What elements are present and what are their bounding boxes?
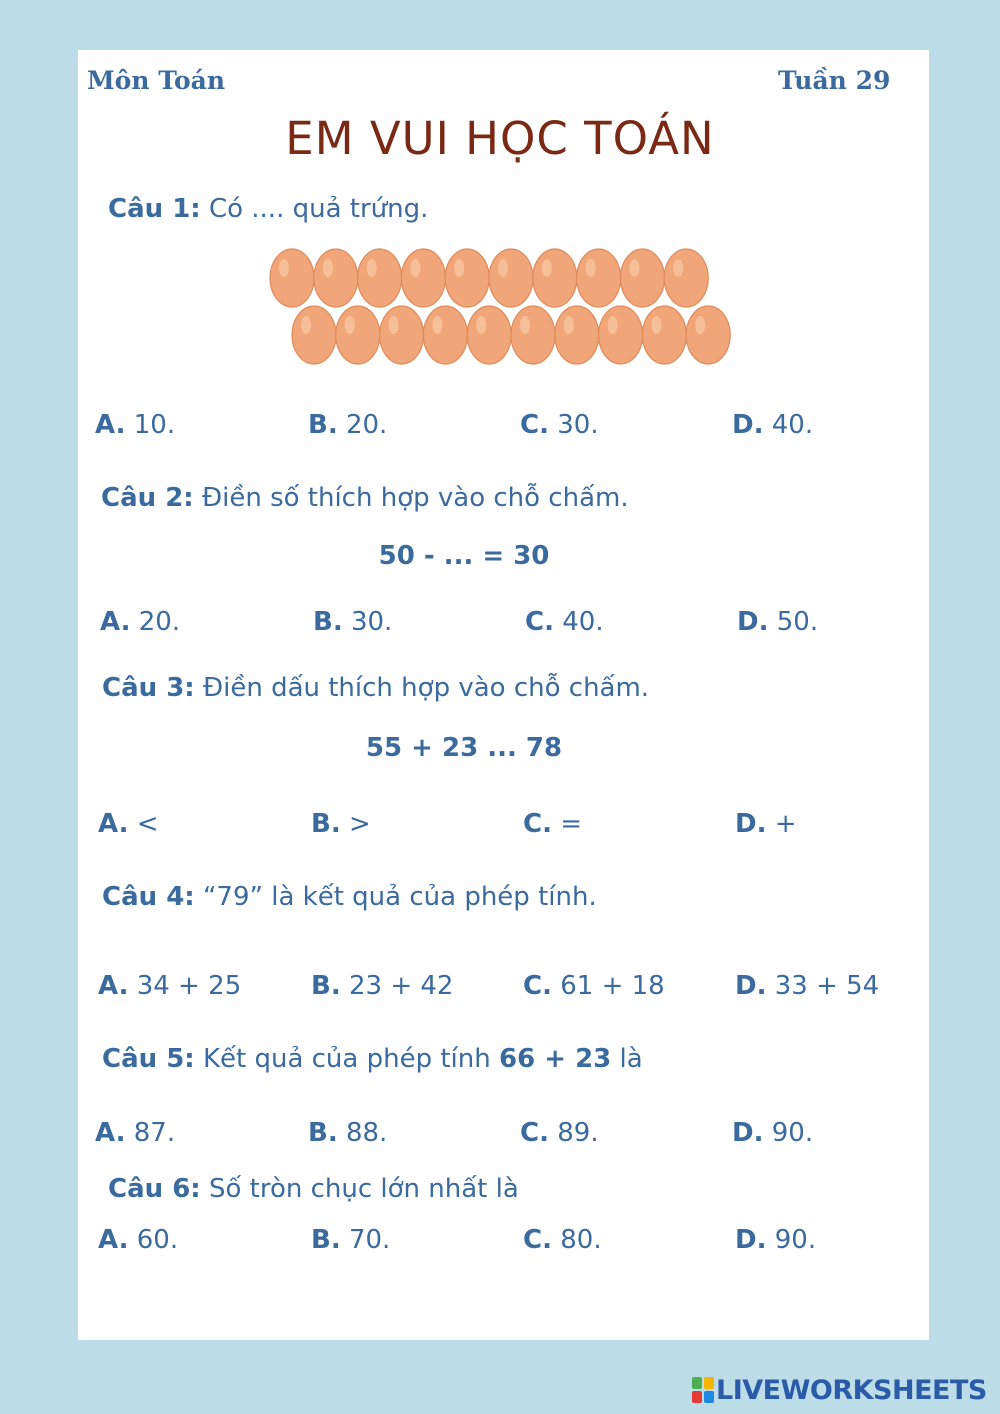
egg-highlight (542, 259, 552, 277)
question-3-text: Điền dấu thích hợp vào chỗ chấm. (194, 673, 650, 703)
option-letter: A. (100, 607, 131, 637)
question-5-label: Câu 5: (102, 1044, 195, 1074)
egg (467, 306, 511, 364)
egg (358, 249, 402, 307)
question-5-expression: 66 + 23 (499, 1044, 612, 1074)
q2-option-b[interactable] (313, 607, 392, 637)
egg-highlight (367, 259, 377, 277)
egg-highlight (695, 316, 705, 334)
egg (664, 249, 708, 307)
q2-option-c[interactable] (525, 607, 604, 637)
option-letter: C. (520, 410, 549, 440)
egg (489, 249, 533, 307)
egg (445, 249, 489, 307)
egg (270, 249, 314, 307)
option-text: > (340, 809, 371, 839)
egg (620, 249, 664, 307)
egg (314, 249, 358, 307)
option-text: 33 + 54 (766, 971, 880, 1001)
q6-option-c[interactable] (523, 1225, 602, 1255)
egg-highlight (279, 259, 289, 277)
option-text: 40. (553, 607, 604, 637)
option-text: 70. (340, 1225, 391, 1255)
question-4-text: “79” là kết quả của phép tính. (194, 882, 597, 912)
egg-highlight (520, 316, 530, 334)
egg-highlight (410, 259, 420, 277)
option-letter: C. (525, 607, 554, 637)
liveworksheets-logo-icon (692, 1377, 714, 1403)
egg-highlight (323, 259, 333, 277)
subject-label: Môn Toán (87, 66, 226, 95)
option-letter: B. (308, 1118, 338, 1148)
q5-option-d[interactable] (732, 1118, 813, 1148)
option-letter: D. (732, 1118, 764, 1148)
egg (380, 306, 424, 364)
question-3 (102, 673, 649, 703)
egg (511, 306, 555, 364)
question-4 (102, 882, 597, 912)
egg (423, 306, 467, 364)
q6-option-b[interactable] (311, 1225, 390, 1255)
egg (642, 306, 686, 364)
question-5 (102, 1044, 643, 1074)
option-letter: C. (523, 971, 552, 1001)
q1-option-b[interactable] (308, 410, 387, 440)
question-1-label: Câu 1: (108, 194, 201, 224)
q2-option-d[interactable] (737, 607, 818, 637)
question-2-label: Câu 2: (101, 483, 194, 513)
liveworksheets-logo[interactable] (692, 1374, 987, 1406)
option-text: 30. (342, 607, 393, 637)
option-text: 10. (125, 410, 176, 440)
egg-highlight (629, 259, 639, 277)
q4-option-d[interactable] (735, 971, 879, 1001)
egg-highlight (389, 316, 399, 334)
option-text: 88. (337, 1118, 388, 1148)
question-5-text-end: là (611, 1044, 643, 1074)
option-letter: B. (308, 410, 338, 440)
option-letter: C. (523, 809, 552, 839)
question-2-expression: 50 - ... = 30 (378, 541, 550, 571)
q3-option-a[interactable] (98, 809, 159, 839)
q5-option-c[interactable] (520, 1118, 599, 1148)
q6-option-a[interactable] (98, 1225, 178, 1255)
option-text: < (128, 809, 159, 839)
egg (577, 249, 621, 307)
egg-highlight (586, 259, 596, 277)
question-4-label: Câu 4: (102, 882, 195, 912)
question-2-text: Điền số thích hợp vào chỗ chấm. (193, 483, 629, 513)
option-text: 89. (548, 1118, 599, 1148)
option-text: 50. (768, 607, 819, 637)
brand-text: LIVEWORKSHEETS (716, 1374, 987, 1406)
option-text: 80. (551, 1225, 602, 1255)
option-letter: B. (313, 607, 343, 637)
question-3-expression: 55 + 23 ... 78 (365, 733, 563, 763)
q6-option-d[interactable] (735, 1225, 816, 1255)
option-text: + (766, 809, 797, 839)
option-text: 60. (128, 1225, 179, 1255)
egg (599, 306, 643, 364)
egg-highlight (432, 316, 442, 334)
option-text: 90. (766, 1225, 817, 1255)
week-label: Tuần 29 (778, 66, 891, 95)
egg-highlight (454, 259, 464, 277)
option-letter: D. (735, 1225, 767, 1255)
egg (401, 249, 445, 307)
egg-highlight (608, 316, 618, 334)
option-text: 34 + 25 (128, 971, 242, 1001)
option-letter: D. (735, 971, 767, 1001)
q1-option-c[interactable] (520, 410, 599, 440)
egg-highlight (345, 316, 355, 334)
option-letter: D. (735, 809, 767, 839)
question-2 (101, 483, 629, 513)
q3-option-b[interactable] (311, 809, 371, 839)
option-letter: C. (523, 1225, 552, 1255)
q3-option-c[interactable] (523, 809, 582, 839)
option-text: = (551, 809, 583, 839)
question-1-text: Có .... quả trứng. (200, 194, 429, 224)
q5-option-a[interactable] (95, 1118, 175, 1148)
egg (292, 306, 336, 364)
q1-option-d[interactable] (732, 410, 813, 440)
q4-option-a[interactable] (98, 971, 241, 1001)
option-text: 20. (130, 607, 181, 637)
option-text: 20. (337, 410, 388, 440)
question-6 (108, 1174, 519, 1204)
option-letter: B. (311, 971, 341, 1001)
q3-option-d[interactable] (735, 809, 797, 839)
egg (533, 249, 577, 307)
option-text: 61 + 18 (551, 971, 665, 1001)
option-letter: A. (98, 971, 129, 1001)
q4-option-b[interactable] (311, 971, 453, 1001)
option-letter: A. (95, 1118, 126, 1148)
egg-highlight (673, 259, 683, 277)
option-letter: D. (737, 607, 769, 637)
question-6-text: Số tròn chục lớn nhất là (200, 1174, 519, 1204)
question-5-text: Kết quả của phép tính (194, 1044, 499, 1074)
question-3-label: Câu 3: (102, 673, 195, 703)
option-letter: B. (311, 1225, 341, 1255)
option-letter: A. (98, 809, 129, 839)
q5-option-b[interactable] (308, 1118, 387, 1148)
question-6-label: Câu 6: (108, 1174, 201, 1204)
egg-highlight (651, 316, 661, 334)
q2-option-a[interactable] (100, 607, 180, 637)
option-letter: D. (732, 410, 764, 440)
egg (555, 306, 599, 364)
option-text: 90. (763, 1118, 814, 1148)
egg-illustration (0, 0, 1000, 380)
q4-option-c[interactable] (523, 971, 665, 1001)
egg-highlight (301, 316, 311, 334)
option-text: 40. (763, 410, 814, 440)
option-letter: A. (98, 1225, 129, 1255)
q1-option-a[interactable] (95, 410, 175, 440)
option-letter: B. (311, 809, 341, 839)
page-title: EM VUI HỌC TOÁN (285, 112, 715, 165)
option-letter: A. (95, 410, 126, 440)
option-text: 23 + 42 (340, 971, 454, 1001)
egg-highlight (564, 316, 574, 334)
egg-highlight (476, 316, 486, 334)
option-text: 30. (548, 410, 599, 440)
option-letter: C. (520, 1118, 549, 1148)
option-text: 87. (125, 1118, 176, 1148)
egg (336, 306, 380, 364)
egg (686, 306, 730, 364)
egg-highlight (498, 259, 508, 277)
